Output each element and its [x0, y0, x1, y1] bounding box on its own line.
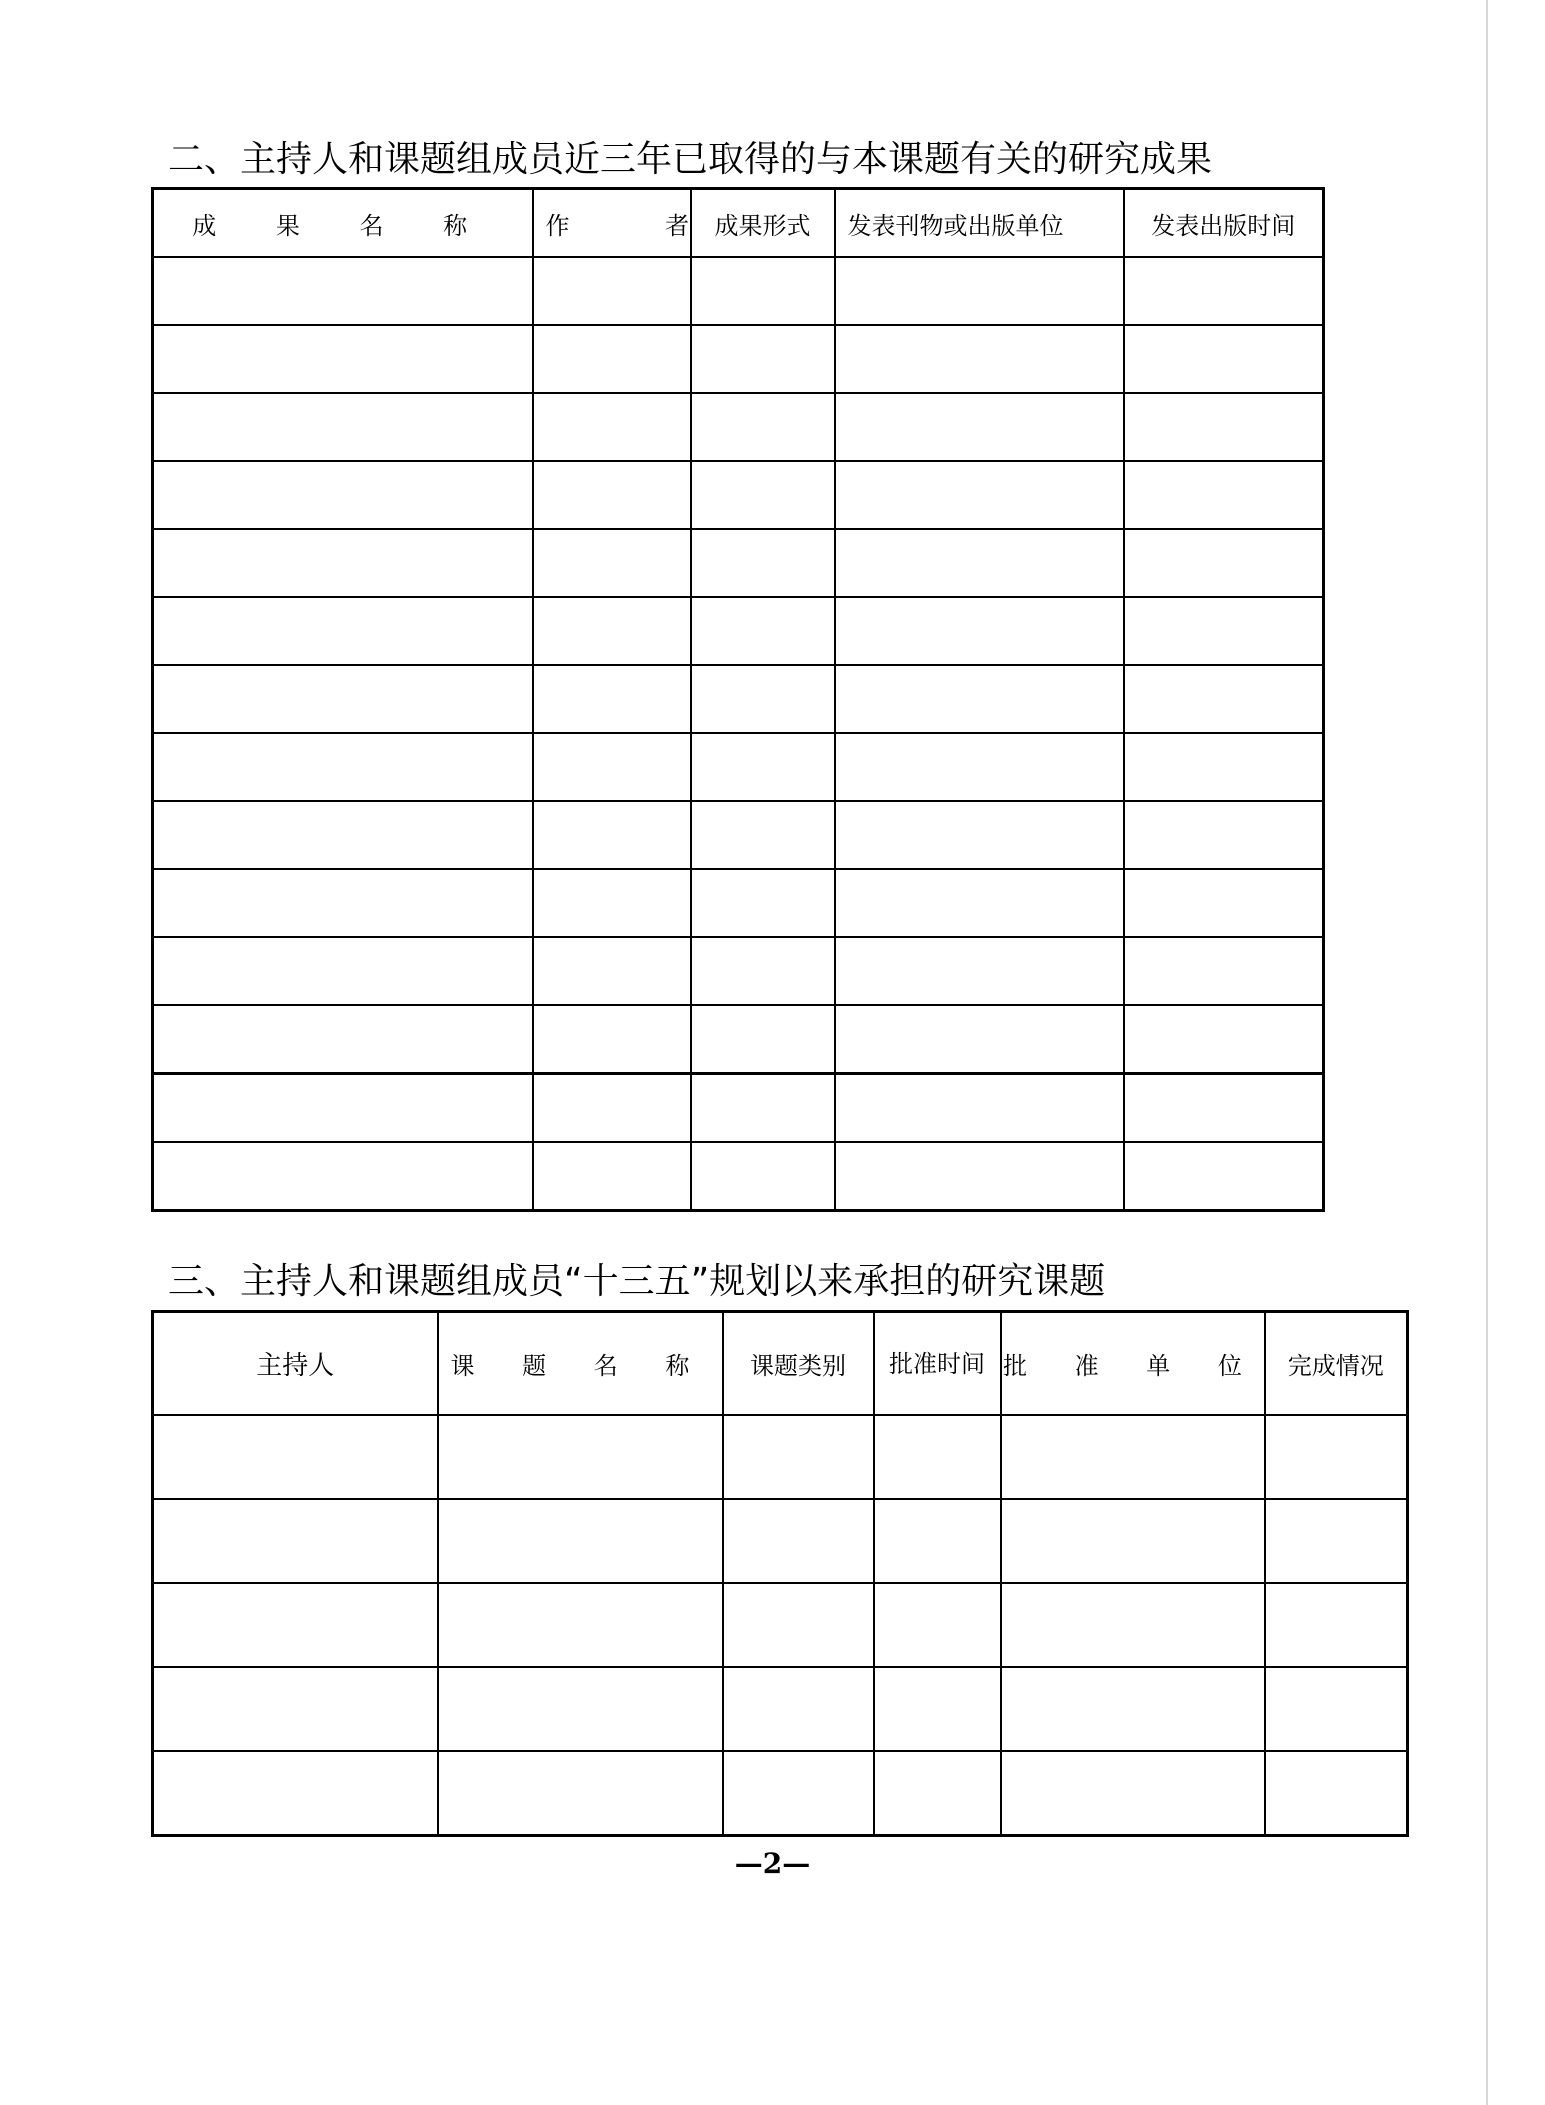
table-cell[interactable] — [1124, 1005, 1324, 1074]
table-cell[interactable] — [153, 1583, 438, 1667]
table-cell[interactable] — [1265, 1415, 1408, 1499]
table-cell[interactable] — [533, 461, 691, 529]
page-number: —2— — [734, 1847, 811, 1880]
table-cell[interactable] — [153, 1005, 533, 1074]
table-cell[interactable] — [1124, 1074, 1324, 1143]
table-row — [153, 461, 1324, 529]
table-cell[interactable] — [691, 869, 835, 937]
table-cell[interactable] — [533, 393, 691, 461]
table-row — [153, 665, 1324, 733]
table-cell[interactable] — [874, 1751, 1001, 1836]
table-row — [153, 1583, 1408, 1667]
table-cell[interactable] — [835, 1005, 1124, 1074]
col-header-project-name: 课 题 名 称 — [438, 1312, 723, 1416]
table-cell[interactable] — [835, 325, 1124, 393]
table-cell[interactable] — [1124, 733, 1324, 801]
table-row — [153, 869, 1324, 937]
table-header-row — [153, 1312, 1408, 1416]
table-cell[interactable] — [153, 937, 533, 1005]
table-row — [153, 801, 1324, 869]
table-cell[interactable] — [438, 1583, 723, 1667]
table-row — [153, 529, 1324, 597]
table-cell[interactable] — [1001, 1415, 1265, 1499]
table-cell[interactable] — [533, 801, 691, 869]
table-cell[interactable] — [723, 1667, 874, 1751]
table-cell[interactable] — [723, 1751, 874, 1836]
table-cell[interactable] — [1124, 597, 1324, 665]
table-cell[interactable] — [153, 461, 533, 529]
table-cell[interactable] — [691, 529, 835, 597]
table-cell[interactable] — [1124, 937, 1324, 1005]
table-cell[interactable] — [835, 869, 1124, 937]
table-cell[interactable] — [153, 1142, 533, 1211]
table-cell[interactable] — [723, 1499, 874, 1583]
table-cell[interactable] — [153, 529, 533, 597]
table-row — [153, 393, 1324, 461]
table-cell[interactable] — [1265, 1751, 1408, 1836]
table-cell[interactable] — [153, 869, 533, 937]
col-header-publish-time: 发表出版时间 — [1124, 189, 1324, 258]
table-cell[interactable] — [874, 1415, 1001, 1499]
section-3-title: 三、主持人和课题组成员“十三五”规划以来承担的研究课题 — [168, 1261, 1106, 1302]
table-cell[interactable] — [533, 257, 691, 325]
table-cell[interactable] — [533, 665, 691, 733]
table-cell[interactable] — [438, 1415, 723, 1499]
table-cell[interactable] — [874, 1583, 1001, 1667]
table-cell[interactable] — [153, 733, 533, 801]
table-cell[interactable] — [533, 937, 691, 1005]
table-row — [153, 1751, 1408, 1836]
table-cell[interactable] — [1124, 665, 1324, 733]
table-cell[interactable] — [1001, 1583, 1265, 1667]
table-cell[interactable] — [835, 733, 1124, 801]
table-cell[interactable] — [691, 801, 835, 869]
table-row — [153, 1005, 1324, 1074]
table-cell[interactable] — [691, 257, 835, 325]
table-cell[interactable] — [438, 1499, 723, 1583]
table-row — [153, 937, 1324, 1005]
table-cell[interactable] — [1001, 1499, 1265, 1583]
table-cell[interactable] — [438, 1667, 723, 1751]
table-cell[interactable] — [835, 1142, 1124, 1211]
col-header-author: 作 者 — [533, 189, 691, 258]
table-cell[interactable] — [1124, 529, 1324, 597]
table-cell[interactable] — [835, 937, 1124, 1005]
table-row — [153, 1142, 1324, 1211]
col-header-project-category: 课题类别 — [723, 1312, 874, 1416]
col-header-approval-time: 批准时间 — [874, 1312, 1001, 1416]
table-cell[interactable] — [1124, 461, 1324, 529]
page-edge — [1486, 0, 1488, 2105]
table-cell[interactable] — [691, 1142, 835, 1211]
table-cell[interactable] — [1265, 1499, 1408, 1583]
table-cell[interactable] — [533, 869, 691, 937]
table-cell[interactable] — [153, 1751, 438, 1836]
table-cell[interactable] — [691, 597, 835, 665]
table-cell[interactable] — [1265, 1667, 1408, 1751]
col-header-result-name: 成 果 名 称 — [153, 189, 533, 258]
table-row — [153, 1415, 1408, 1499]
table-cell[interactable] — [835, 801, 1124, 869]
table-cell[interactable] — [835, 597, 1124, 665]
table-row — [153, 1074, 1324, 1143]
table-cell[interactable] — [1124, 801, 1324, 869]
table-cell[interactable] — [153, 801, 533, 869]
table-cell[interactable] — [1124, 869, 1324, 937]
table-cell[interactable] — [691, 325, 835, 393]
table-cell[interactable] — [1001, 1667, 1265, 1751]
col-header-host: 主持人 — [153, 1312, 438, 1416]
research-projects-table — [151, 1310, 1409, 1837]
table-header-row — [153, 189, 1324, 258]
table-cell[interactable] — [691, 665, 835, 733]
table-cell[interactable] — [691, 937, 835, 1005]
table-row — [153, 325, 1324, 393]
table-cell[interactable] — [835, 393, 1124, 461]
table-cell[interactable] — [533, 325, 691, 393]
table-cell[interactable] — [533, 529, 691, 597]
table-cell[interactable] — [153, 1074, 533, 1143]
table-cell[interactable] — [1124, 393, 1324, 461]
table-cell[interactable] — [533, 1005, 691, 1074]
table-cell[interactable] — [153, 1667, 438, 1751]
table-cell[interactable] — [1124, 325, 1324, 393]
table-cell[interactable] — [835, 665, 1124, 733]
table-cell[interactable] — [835, 1074, 1124, 1143]
table-cell[interactable] — [874, 1499, 1001, 1583]
col-header-approval-unit: 批 准 单 位 — [1001, 1312, 1265, 1416]
col-header-completion-status: 完成情况 — [1265, 1312, 1408, 1416]
table-cell[interactable] — [691, 1074, 835, 1143]
table-cell[interactable] — [835, 529, 1124, 597]
table-cell[interactable] — [723, 1583, 874, 1667]
table-cell[interactable] — [153, 393, 533, 461]
table-cell[interactable] — [153, 597, 533, 665]
table-row — [153, 1667, 1408, 1751]
table-cell[interactable] — [874, 1667, 1001, 1751]
table-row — [153, 733, 1324, 801]
table-cell[interactable] — [691, 461, 835, 529]
table-cell[interactable] — [438, 1751, 723, 1836]
table-row — [153, 597, 1324, 665]
table-cell[interactable] — [1265, 1583, 1408, 1667]
section-2-title: 二、主持人和课题组成员近三年已取得的与本课题有关的研究成果 — [168, 139, 1213, 180]
table-cell[interactable] — [835, 257, 1124, 325]
table-row — [153, 1499, 1408, 1583]
table-cell[interactable] — [691, 1005, 835, 1074]
table-cell[interactable] — [1124, 1142, 1324, 1211]
table-cell[interactable] — [153, 257, 533, 325]
table-row — [153, 257, 1324, 325]
table-cell[interactable] — [153, 1499, 438, 1583]
table-cell[interactable] — [533, 733, 691, 801]
col-header-result-form: 成果形式 — [691, 189, 835, 258]
table-cell[interactable] — [1124, 257, 1324, 325]
research-results-table — [151, 187, 1325, 1212]
table-cell[interactable] — [1001, 1751, 1265, 1836]
table-cell[interactable] — [533, 1074, 691, 1143]
table-cell[interactable] — [153, 665, 533, 733]
table-cell[interactable] — [533, 597, 691, 665]
table-cell[interactable] — [691, 393, 835, 461]
table-cell[interactable] — [723, 1415, 874, 1499]
table-cell[interactable] — [533, 1142, 691, 1211]
table-cell[interactable] — [153, 325, 533, 393]
col-header-publisher: 发表刊物或出版单位 — [835, 189, 1124, 258]
table-cell[interactable] — [835, 461, 1124, 529]
table-cell[interactable] — [153, 1415, 438, 1499]
table-cell[interactable] — [691, 733, 835, 801]
